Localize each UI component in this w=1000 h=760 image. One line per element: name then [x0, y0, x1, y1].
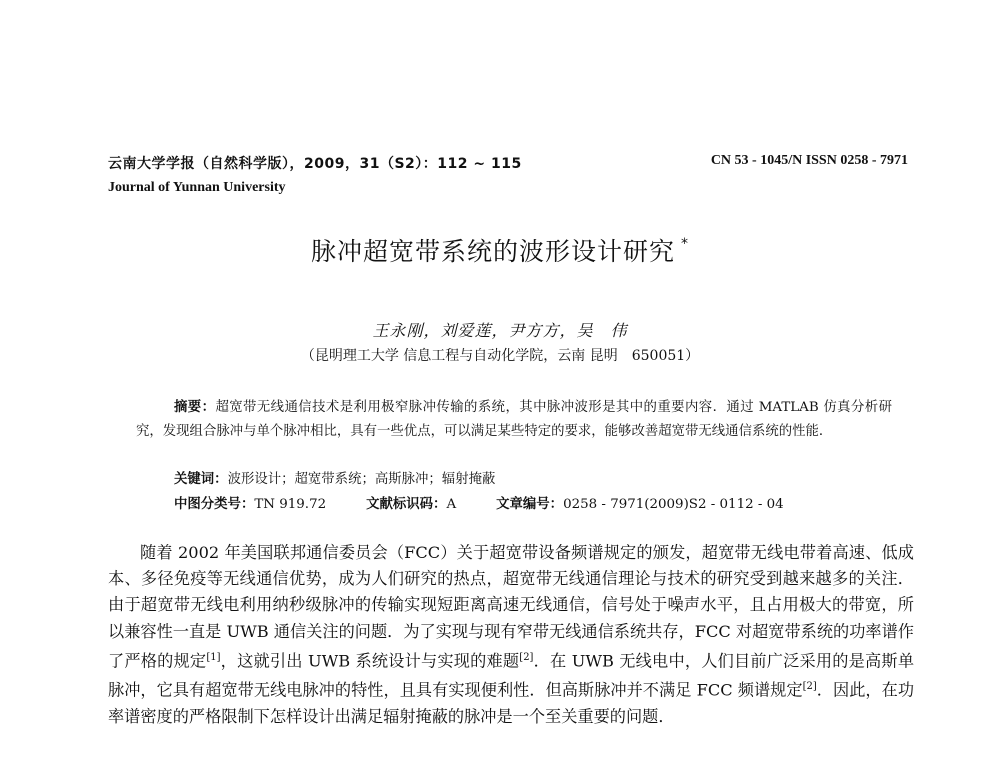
body-text-part-3: ．在 UWB 无线电中，人们目前广泛采用的是高斯单脉冲，它具有超宽带无线电脉冲的特性，且具有实现便利性．但高斯脉冲并不满足 FCC 频谱规定: [108, 651, 915, 700]
author-list: 王永刚，刘爱莲，尹方方，吴 伟: [372, 321, 628, 340]
journal-citation-cn: 云南大学学报（自然科学版），2009，31（S2）：112 ~ 115: [108, 156, 522, 172]
citation-ref-3: [2]: [802, 681, 817, 693]
article-number-value: 0258 - 7971(2009)S2 - 0112 - 04: [563, 497, 784, 512]
clc-label: 中图分类号：: [174, 497, 255, 512]
body-section: [108, 540, 914, 730]
cn-issn-number: CN 53 - 1045/N ISSN 0258 - 7971: [710, 153, 908, 168]
abstract-text: 超宽带无线通信技术是利用极窄脉冲传输的系统，其中脉冲波形是其中的重要内容．通过 MATLAB 仿真分析研究，发现组合脉冲与单个脉冲相比，具有一些优点，可以满足某些特定的要求，能够改善超宽带无线通信系统的性能．: [136, 400, 892, 439]
body-text-part-4: ．因此，在功率谱密度的严格限制下怎样设计出满足辐射掩蔽的脉冲是一个至关重要的问题．: [108, 680, 915, 726]
body-paragraph: [108, 540, 914, 730]
title-footnote-mark: *: [681, 236, 689, 252]
citation-ref-2: [2]: [519, 651, 534, 663]
article-number-label: 文章编号：: [496, 497, 564, 512]
keywords: [174, 468, 495, 487]
keywords-text: 波形设计；超宽带系统；高斯脉冲；辐射掩蔽: [227, 472, 496, 487]
body-text-part-2: ，这就引出 UWB 系统设计与实现的难题: [220, 651, 520, 671]
abstract-label: 摘要：: [174, 400, 216, 415]
citation-ref-1: [1]: [206, 651, 221, 663]
journal-name-en: Journal of Yunnan University: [108, 180, 286, 195]
paper-title: [0, 232, 1000, 268]
body-text-part-1: 随着 2002 年美国联邦通信委员会（FCC）关于超宽带设备频谱规定的颁发，超宽带无线电带着高速、低成本、多径免疫等无线通信优势，成为人们研究的热点，超宽带无线通信理论与技术的研究受到越来越多的关注．由于超宽带无线电利用纳秒级脉冲的传输实现短距离高速无线通信，信号处于噪声水平，且占用极大的带宽，所以兼容性一直是 UWB 通信关注的问题．为了实现与现有窄带无线通信系统共存，FCC 对超宽带系统的功率谱作了严格的规定: [108, 543, 914, 671]
keywords-label: 关键词：: [174, 472, 228, 487]
classification-line: [174, 493, 784, 512]
doc-code-value: A: [446, 497, 457, 512]
author-affiliation: （昆明理工大学 信息工程与自动化学院，云南 昆明 650051）: [300, 348, 700, 364]
paper-title-text: 脉冲超宽带系统的波形设计研究: [310, 237, 675, 266]
doc-code-label: 文献标识码：: [366, 497, 447, 512]
abstract-paragraph: [136, 396, 892, 444]
abstract: [136, 396, 892, 444]
clc-value: TN 919.72: [254, 497, 327, 512]
